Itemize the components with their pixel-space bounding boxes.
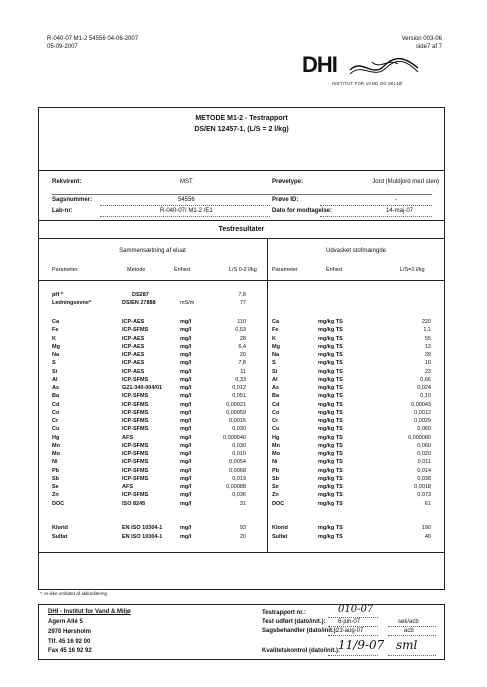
sagsbehandler-label: Sagsbehandler (dato/init.): (262, 628, 338, 634)
rekvirent-label: Rekvirent: (52, 179, 82, 185)
unit-right: mg/kg TS (318, 368, 343, 375)
col-parameter: Parameter (52, 267, 78, 273)
param-name-right: Mg (272, 343, 280, 350)
unit-right: mg/kg TS (318, 327, 343, 334)
col-ls-left: L/S 0-2 l/kg (229, 267, 257, 273)
param-name: Ledningsevne* (52, 300, 92, 306)
value-right: 39 (424, 352, 431, 358)
table-row (0, 384, 487, 392)
value: 0,0068 (229, 467, 246, 474)
value: 20 (239, 352, 246, 358)
value-right: 0,014 (417, 467, 431, 474)
method: ICP-AES (122, 343, 145, 350)
udfort-date: 6-jun-07 (338, 619, 361, 625)
param-name-right: Ni (272, 459, 278, 466)
param-name: Na (52, 352, 60, 358)
param-name: Si (52, 368, 58, 375)
value: 0,00059 (226, 409, 246, 416)
unit: mg/l (180, 442, 192, 449)
table-row (0, 450, 487, 458)
param-name-right: Sb (272, 475, 280, 482)
param-name: Al (52, 376, 58, 383)
col-enhed: Enhed (174, 267, 190, 273)
param-name-right: As (272, 385, 280, 391)
param-name-right: Na (272, 352, 280, 358)
dotted-line (100, 205, 270, 206)
value: 11 (240, 368, 246, 375)
divider (38, 238, 445, 239)
table-row (0, 343, 487, 351)
table-row (0, 533, 487, 541)
dotted-line (320, 205, 432, 206)
dotted-line (320, 216, 432, 217)
dotted-line (328, 617, 378, 618)
divider (38, 552, 445, 553)
method: ICP-SFMS (122, 376, 149, 383)
dotted-line (328, 626, 378, 627)
footer-street: Agern Allé 5 (48, 619, 83, 625)
footer-tel: Tlf. 45 16 92 00 (48, 639, 91, 645)
footer-fax: Fax 45 16 92 92 (48, 648, 92, 654)
value-right: 0,0018 (414, 484, 431, 490)
prove-id-label: Prøve ID: (272, 197, 299, 203)
unit: mg/l (180, 451, 192, 457)
param-name: Mg (52, 343, 60, 350)
kvalitet-label: Kvalitetskontrol (dato/init.): (262, 648, 340, 654)
method: ICP-SFMS (122, 492, 149, 499)
method: ICP-AES (122, 368, 145, 375)
value-right: 0,0029 (414, 418, 431, 424)
logo-wave-icon (348, 56, 420, 78)
value-right: 0,000080 (408, 434, 431, 441)
method: DS/EN 27888 (122, 300, 156, 306)
dotted-line (388, 655, 436, 656)
value-right: 0,0012 (414, 409, 431, 416)
table-row (0, 491, 487, 499)
unit-right: mg/kg TS (318, 434, 343, 441)
kvalitet-init: sml (396, 638, 418, 652)
unit-right: mg/kg TS (318, 492, 343, 499)
sagsnummer-label: Sagsnummer: (52, 197, 93, 203)
unit-right: mg/kg TS (318, 319, 343, 325)
method: ICP-SFMS (122, 451, 149, 457)
param-name-right: Cd (272, 401, 280, 408)
labnr-value: R-040-07/ M1-2 /E1 (160, 208, 213, 214)
table-row (0, 417, 487, 425)
testrapport-label: Testrapport nr.: (262, 610, 306, 616)
unit: mg/l (180, 393, 192, 400)
method: AFS (122, 434, 133, 441)
param-name: Ca (52, 319, 60, 325)
table-row (0, 500, 487, 508)
sagsnummer-value: 54556 (178, 197, 195, 203)
labnr-label: Lab-nr: (52, 208, 73, 214)
value-right: 1,1 (423, 327, 431, 334)
method: ICP-SFMS (122, 426, 149, 433)
table-row (0, 326, 487, 334)
rekvirent-value: MST (180, 179, 193, 185)
value-right: 23 (424, 368, 431, 375)
param-name: Ba (52, 393, 60, 400)
table-row (0, 442, 487, 450)
value: 0,33 (235, 376, 246, 383)
param-name: As (52, 385, 60, 391)
method: DS287 (132, 292, 149, 298)
provetype-label: Prøvetype: (272, 179, 304, 185)
col-parameter-right: Parameter (272, 267, 298, 273)
method: ICP-SFMS (122, 459, 149, 466)
value: 0,030 (232, 442, 246, 449)
value-right: 0,038 (417, 475, 431, 482)
method: ICP-SFMS (122, 442, 149, 449)
param-name-right: Al (272, 376, 278, 383)
unit-right: mg/kg TS (318, 467, 343, 474)
value: 77 (239, 300, 246, 306)
unit: mg/l (180, 434, 192, 441)
value-right: 16 (424, 360, 431, 367)
dotted-line (388, 626, 436, 627)
table-row (0, 392, 487, 400)
value-right: 40 (424, 534, 431, 540)
param-name-right: Ca (272, 319, 280, 325)
divider (38, 220, 445, 221)
param-name: Sulfat (52, 534, 68, 540)
udfort-init: sek/acb (398, 619, 419, 625)
unit: mg/l (180, 327, 192, 334)
unit-right: mg/kg TS (318, 409, 343, 416)
report-subtitle: DS/EN 12457-1, (L/S = 2 l/kg) (194, 126, 289, 133)
footer-city: 2970 Hørsholm (48, 629, 92, 635)
param-name-right: Mo (272, 451, 280, 457)
param-name: Pb (52, 467, 60, 474)
value-right: 0,011 (417, 459, 431, 466)
param-name: pH * (52, 292, 63, 298)
value-right: 0,10 (420, 393, 431, 400)
value-right: 13 (424, 343, 431, 350)
table-row (0, 335, 487, 343)
unit-right: mg/kg TS (318, 393, 343, 400)
method: EN ISO 10304-1 (122, 525, 163, 531)
param-name-right: Cu (272, 426, 280, 433)
value: 0,000040 (223, 434, 246, 441)
col-enhed-right: Enhed (326, 267, 342, 273)
unit-right: mg/kg TS (318, 451, 343, 457)
param-name: Mn (52, 442, 60, 449)
param-name-right: Sulfat (272, 534, 288, 540)
method: ICP-SFMS (122, 401, 149, 408)
value: 0,00021 (226, 401, 246, 408)
method: ICP-AES (122, 319, 145, 325)
param-name-right: Hg (272, 434, 280, 441)
param-name: Mo (52, 451, 60, 457)
unit-right: mg/kg TS (318, 360, 343, 367)
logo-text: DHI (302, 52, 337, 77)
footer-org: DHI - Institut for Vand & Miljø (48, 609, 131, 615)
value: 20 (239, 534, 246, 540)
table-row (0, 351, 487, 359)
table-row (0, 376, 487, 384)
left-group-title: Sammensætning af eluat (119, 248, 186, 254)
table-row (0, 291, 487, 299)
param-name-right: Co (272, 409, 280, 416)
value: 0,010 (232, 451, 246, 457)
table-row (0, 475, 487, 483)
value-right: 0,024 (417, 385, 431, 391)
param-name-right: Se (272, 484, 279, 490)
value-right: 0,060 (417, 426, 431, 433)
value: 0,0015 (229, 418, 246, 424)
unit: mS/m (180, 300, 195, 306)
unit-right: mg/kg TS (318, 534, 343, 540)
value: 31 (239, 500, 246, 507)
table-row (0, 467, 487, 475)
param-name: Cd (52, 401, 60, 408)
sagsbehandler-date: 23-aug-07 (336, 628, 364, 634)
param-name-right: Pb (272, 467, 280, 474)
dato-value: 14-maj-07 (386, 208, 414, 214)
table-row (0, 318, 487, 326)
value-right: 0,060 (417, 442, 431, 449)
unit-right: mg/kg TS (318, 352, 343, 358)
table-row (0, 368, 487, 376)
method: ICP-AES (122, 360, 145, 367)
report-title: METODE M1-2 - Testrapport (195, 115, 288, 122)
param-name: K (52, 335, 56, 342)
unit: mg/l (180, 335, 192, 342)
unit-right: mg/kg TS (318, 343, 343, 350)
unit-right: mg/kg TS (318, 385, 343, 391)
unit: mg/l (180, 376, 192, 383)
param-name-right: Klorid (272, 525, 288, 531)
method: EN ISO 10304-1 (122, 534, 163, 540)
method: ICP-SFMS (122, 327, 149, 334)
page-number: side7 af 7 (415, 44, 442, 50)
unit-right: mg/kg TS (318, 475, 343, 482)
table-row (0, 524, 487, 532)
method: ISO 8245 (122, 500, 146, 507)
method: AFS (122, 484, 133, 490)
unit: mg/l (180, 467, 192, 474)
param-name-right: Mn (272, 442, 280, 449)
divider (52, 194, 432, 195)
param-name-right: Si (272, 368, 278, 375)
unit: mg/l (180, 343, 192, 350)
value: 0,019 (232, 475, 246, 482)
value: 7,8 (238, 292, 246, 298)
unit-right: mg/kg TS (318, 442, 343, 449)
unit: mg/l (180, 500, 192, 507)
value: 0,53 (235, 327, 246, 334)
param-name-right: K (272, 335, 276, 342)
param-name: Klorid (52, 525, 68, 531)
unit: mg/l (180, 360, 192, 367)
value: 7,8 (238, 360, 246, 367)
unit: mg/l (180, 401, 192, 408)
param-name: Co (52, 409, 60, 416)
unit: mg/l (180, 352, 192, 358)
table-row (0, 359, 487, 367)
table-row (0, 401, 487, 409)
value: 6,4 (238, 343, 246, 350)
unit-right: mg/kg TS (318, 401, 343, 408)
value: 0,036 (232, 492, 246, 499)
method: ICP-SFMS (122, 467, 149, 474)
unit: mg/l (180, 418, 192, 424)
value-right: 0,020 (417, 451, 431, 457)
value: 93 (239, 525, 246, 531)
value-right: 190 (421, 525, 431, 531)
param-name: Ni (52, 459, 58, 466)
param-name: Se (52, 484, 59, 490)
table-row (0, 409, 487, 417)
sagsbehandler-init: acb (404, 628, 414, 634)
method: ICP-AES (122, 352, 145, 358)
unit-right: mg/kg TS (318, 500, 343, 507)
table-row (0, 299, 487, 307)
unit: mg/l (180, 319, 192, 325)
dotted-line (388, 635, 436, 636)
unit-right: mg/kg TS (318, 335, 343, 342)
testrapport-value: 010-07 (338, 604, 374, 615)
value: 28 (239, 335, 246, 342)
unit: mg/l (180, 459, 192, 466)
table-row (0, 483, 487, 491)
unit: mg/l (180, 492, 192, 499)
method: G21-340-004/01 (122, 385, 163, 391)
value-right: 0,00043 (411, 401, 431, 408)
param-name-right: S (272, 360, 276, 367)
param-name: Zn (52, 492, 59, 499)
param-name-right: Cr (272, 418, 279, 424)
value: 0,0054 (229, 459, 246, 466)
value: 0,012 (232, 385, 246, 391)
param-name: Cr (52, 418, 59, 424)
report-date: 05-09-2007 (47, 44, 78, 50)
dato-label: Dato for modtagelse: (272, 208, 333, 214)
unit-right: mg/kg TS (318, 525, 343, 531)
unit: mg/l (180, 426, 192, 433)
value-right: 55 (424, 335, 431, 342)
table-row (0, 425, 487, 433)
param-name-right: Zn (272, 492, 279, 499)
prove-id-value: - (395, 197, 397, 203)
kvalitet-date: 11/9-07 (338, 638, 385, 652)
value-right: 0,073 (417, 492, 431, 499)
dhi-logo (302, 54, 442, 94)
unit-right: mg/kg TS (318, 426, 343, 433)
provetype-value: Jord (Muldjord med sten) (372, 179, 439, 185)
value: 0,030 (232, 426, 246, 433)
divider (38, 280, 445, 281)
value: 0,051 (232, 393, 246, 400)
value: 0,00088 (226, 484, 246, 490)
unit-right: mg/kg TS (318, 459, 343, 466)
unit: mg/l (180, 475, 192, 482)
dotted-line (328, 655, 378, 656)
unit-right: mg/kg TS (318, 418, 343, 424)
dotted-line (100, 216, 270, 217)
method: ICP-SFMS (122, 409, 149, 416)
param-name: DOC (52, 500, 65, 507)
col-metode: Metode (127, 267, 146, 273)
table-row (0, 434, 487, 442)
unit: mg/l (180, 368, 192, 375)
table-row (0, 458, 487, 466)
param-name: Cu (52, 426, 60, 433)
dotted-line (328, 635, 378, 636)
param-name-right: Ba (272, 393, 280, 400)
method: ICP-SFMS (122, 393, 149, 400)
unit: mg/l (180, 484, 192, 490)
udfort-label: Test udført (dato/init.): (262, 619, 326, 625)
logo-subtitle: INSTITUT FOR VAND OG MILJØ (332, 81, 403, 86)
param-name: Sb (52, 475, 60, 482)
unit: mg/l (180, 534, 192, 540)
reference-line: R-040-07 M1-2 54556 04-06-2007 (47, 36, 139, 42)
value: 110 (237, 319, 246, 325)
value-right: 220 (421, 319, 431, 325)
col-ls-right: L/S=2 l/kg (400, 267, 425, 273)
unit: mg/l (180, 409, 192, 416)
unit: mg/l (180, 525, 192, 531)
unit-right: mg/kg TS (318, 376, 343, 383)
param-name: Fe (52, 327, 59, 334)
unit-right: mg/kg TS (318, 484, 343, 490)
right-group-title: Udvasket stofmængde (325, 248, 387, 254)
value-right: 61 (424, 500, 431, 507)
param-name: S (52, 360, 56, 367)
value-right: 0,66 (420, 376, 431, 383)
version-label: Version 003-06 (401, 36, 442, 42)
param-name-right: Fe (272, 327, 279, 334)
method: ICP-AES (122, 335, 145, 342)
results-title: Testresultater (218, 226, 265, 233)
method: ICP-SFMS (122, 475, 149, 482)
method: ICP-SFMS (122, 418, 149, 424)
divider (38, 170, 445, 171)
param-name-right: DOC (272, 500, 285, 507)
footnote: *: er ikke omfattet af akkreditering (40, 591, 108, 596)
param-name: Hg (52, 434, 60, 441)
unit: mg/l (180, 385, 192, 391)
